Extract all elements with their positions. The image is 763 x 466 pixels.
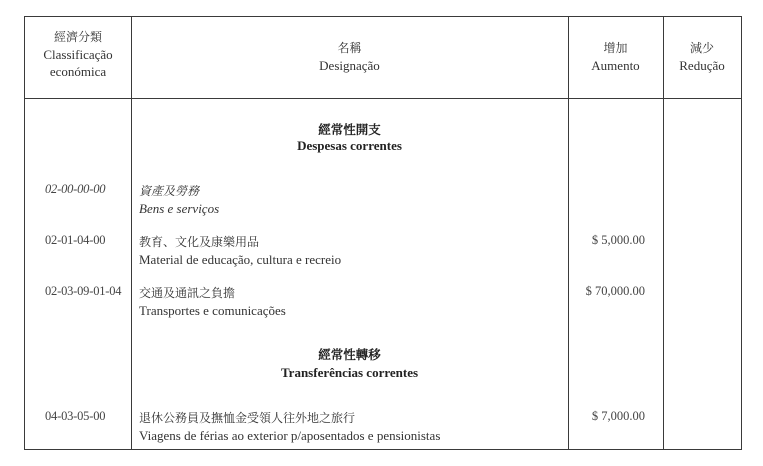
header-designacao-zh: 名稱 xyxy=(337,41,362,55)
row-desc-pt: Material de educação, cultura e recreio xyxy=(139,252,342,267)
header-classificacao-pt-1: Classificação xyxy=(43,47,113,62)
row-desc-zh: 退休公務員及撫恤金受領人往外地之旅行 xyxy=(139,411,356,425)
row-code: 02-03-09-01-04 xyxy=(45,284,122,298)
header-reducao-pt: Redução xyxy=(679,58,725,73)
header-reducao-zh: 減少 xyxy=(689,41,714,55)
header-aumento xyxy=(568,40,663,74)
header-designacao-pt: Designação xyxy=(319,58,380,73)
header-designacao xyxy=(131,40,568,74)
header-classificacao-zh: 經濟分類 xyxy=(53,30,102,44)
budget-table xyxy=(24,16,742,450)
group-desc-pt: Bens e serviços xyxy=(139,201,220,216)
section-title-zh: 經常性開支 xyxy=(318,122,381,137)
header-aumento-pt: Aumento xyxy=(591,58,640,73)
group-desc-zh: 資產及勞務 xyxy=(139,184,200,198)
section-title-pt: Transferências correntes xyxy=(280,365,419,380)
column-divider-3 xyxy=(663,17,664,449)
header-aumento-zh: 增加 xyxy=(603,41,628,55)
row-aumento: $ 7,000.00 xyxy=(591,409,645,423)
row-desc-pt: Viagens de férias ao exterior p/aposentados e pensionistas xyxy=(139,428,441,443)
column-divider-1 xyxy=(131,17,132,449)
group-code: 02-00-00-00 xyxy=(45,182,106,196)
header-reducao xyxy=(663,40,741,74)
row-code: 02-01-04-00 xyxy=(45,233,106,247)
row-desc-zh: 交通及通訊之負擔 xyxy=(139,286,236,300)
section-title-pt: Despesas correntes xyxy=(297,138,402,153)
row-aumento: $ 5,000.00 xyxy=(591,233,645,247)
header-divider xyxy=(25,98,741,99)
row-aumento: $ 70,000.00 xyxy=(585,284,645,298)
header-classificacao xyxy=(25,29,131,80)
row-code: 04-03-05-00 xyxy=(45,409,106,423)
section-title-zh: 經常性轉移 xyxy=(318,347,381,362)
header-classificacao-pt-2: económica xyxy=(49,64,107,79)
row-desc-zh: 教育、文化及康樂用品 xyxy=(139,235,260,249)
row-desc-pt: Transportes e comunicações xyxy=(139,303,286,318)
